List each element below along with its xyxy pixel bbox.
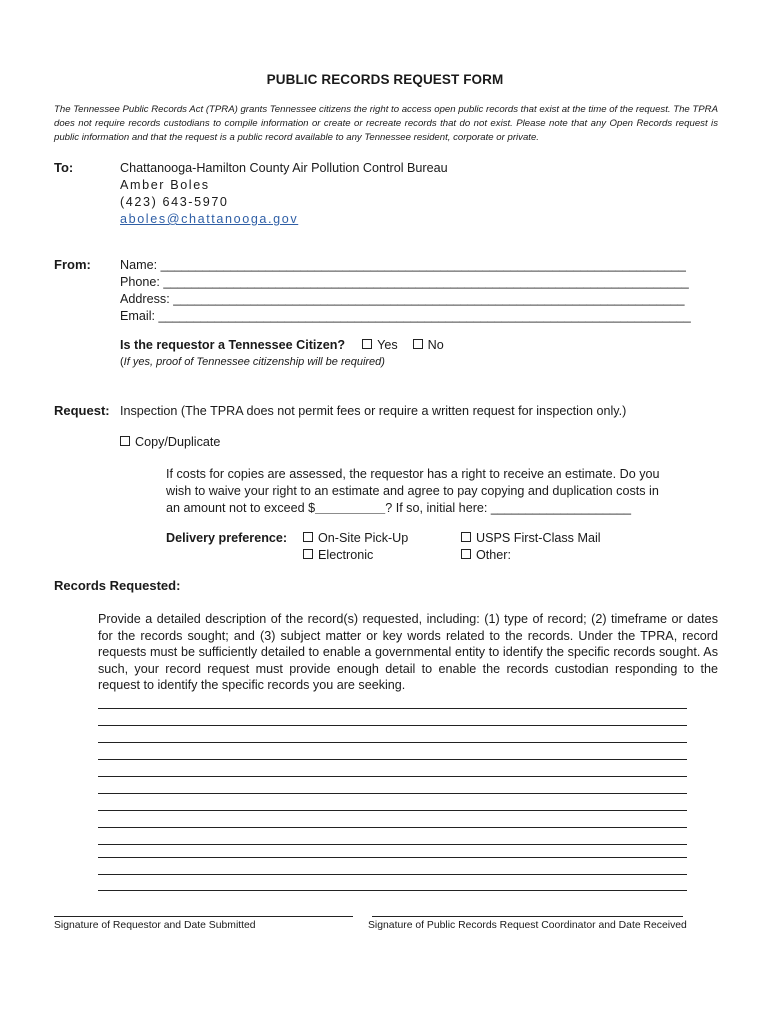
citizen-question-row	[120, 337, 444, 354]
to-organization: Chattanooga-Hamilton County Air Pollution Control Bureau	[120, 161, 448, 175]
electronic-label: Electronic	[318, 548, 374, 562]
other-label: Other:	[476, 548, 511, 562]
citizen-no-checkbox[interactable]	[413, 339, 423, 349]
citizen-note: If yes, proof of Tennessee citizenship will be required)	[123, 356, 385, 368]
records-line[interactable]	[98, 793, 687, 794]
records-line[interactable]	[98, 742, 687, 743]
citizen-note-row	[120, 356, 385, 368]
citizen-no-label: No	[427, 338, 444, 352]
to-phone: (423) 643-5970	[120, 195, 229, 209]
estimate-amount-label: an amount not to exceed $	[166, 501, 316, 515]
records-line[interactable]	[98, 844, 687, 845]
email-field[interactable]: Email: ____________________________________________________________________________	[120, 309, 691, 323]
from-block	[120, 257, 691, 325]
delivery-options-right	[461, 530, 601, 564]
requestor-signature-label: Signature of Requestor and Date Submitted	[54, 920, 256, 931]
records-line[interactable]	[98, 759, 687, 760]
copy-duplicate-checkbox[interactable]	[120, 436, 130, 446]
records-line[interactable]	[98, 725, 687, 726]
requestor-signature-line[interactable]	[54, 916, 353, 917]
records-line[interactable]	[98, 827, 687, 828]
request-inspection: Inspection (The TPRA does not permit fees or require a written request for inspection only.)	[120, 404, 627, 418]
name-field[interactable]: Name: ___________________________________________________________________________	[120, 258, 686, 272]
records-line[interactable]	[98, 857, 687, 858]
usps-label: USPS First-Class Mail	[476, 531, 601, 545]
records-line[interactable]	[98, 708, 687, 709]
citizen-yes-checkbox[interactable]	[362, 339, 372, 349]
estimate-line-2: wish to waive your right to an estimate and agree to pay copying and duplication costs in	[166, 484, 659, 498]
usps-checkbox[interactable]	[461, 532, 471, 542]
citizen-question: Is the requestor a Tennessee Citizen?	[120, 338, 346, 352]
coordinator-signature-line[interactable]	[372, 916, 683, 917]
to-contact-name: Amber Boles	[120, 178, 210, 192]
citizen-yes-label: Yes	[377, 338, 398, 352]
records-description: Provide a detailed description of the record(s) requested, including: (1) type of record; (2) timeframe or dates for the records sought; and (3) subject matter or key words related to the records. Under the TPRA, record requests must be sufficiently detailed to enable a governmental entity to identify the specific records sought. As such, your record request must provide enough detail to enable the records custodian responding to the request to identify the specific records you are seeking.	[98, 612, 718, 692]
initial-here-field[interactable]: ? If so, initial here: ____________________	[385, 501, 631, 515]
to-label: To:	[54, 160, 74, 175]
copy-duplicate-label: Copy/Duplicate	[135, 435, 221, 449]
coordinator-signature-label: Signature of Public Records Request Coordinator and Date Received	[368, 920, 687, 931]
records-line[interactable]	[98, 890, 687, 891]
records-line[interactable]	[98, 874, 687, 875]
citizen-note-paren: (	[120, 356, 124, 368]
to-block	[120, 160, 448, 228]
estimate-line-3	[166, 500, 660, 517]
phone-field[interactable]: Phone: ___________________________________________________________________________	[120, 275, 689, 289]
onsite-label: On-Site Pick-Up	[318, 531, 409, 545]
estimate-line-1: If costs for copies are assessed, the requestor has a right to receive an estimate. Do you	[166, 467, 660, 481]
delivery-label: Delivery preference:	[166, 531, 288, 545]
intro-paragraph: The Tennessee Public Records Act (TPRA) grants Tennessee citizens the right to access open public records that exist at the time of the request. The TPRA does not require records custodians to compile information or create or recreate records that do not exist. Please note that any Open Records request is public information and that the request is a public record available to any Tennessee resident, corporate or private.	[54, 104, 718, 143]
other-checkbox[interactable]	[461, 549, 471, 559]
onsite-checkbox[interactable]	[303, 532, 313, 542]
estimate-paragraph	[166, 466, 660, 517]
form-title: PUBLIC RECORDS REQUEST FORM	[266, 72, 504, 87]
to-email-link[interactable]: aboles@chattanooga.gov	[120, 212, 299, 226]
electronic-checkbox[interactable]	[303, 549, 313, 559]
copy-row	[120, 434, 220, 451]
from-label: From:	[54, 257, 91, 272]
request-label: Request:	[54, 403, 110, 418]
address-field[interactable]: Address: _________________________________________________________________________	[120, 292, 685, 306]
estimate-amount-field[interactable]: __________	[315, 501, 386, 515]
records-line[interactable]	[98, 776, 687, 777]
delivery-options-left	[303, 530, 408, 564]
records-line[interactable]	[98, 810, 687, 811]
records-requested-label: Records Requested:	[54, 578, 181, 593]
